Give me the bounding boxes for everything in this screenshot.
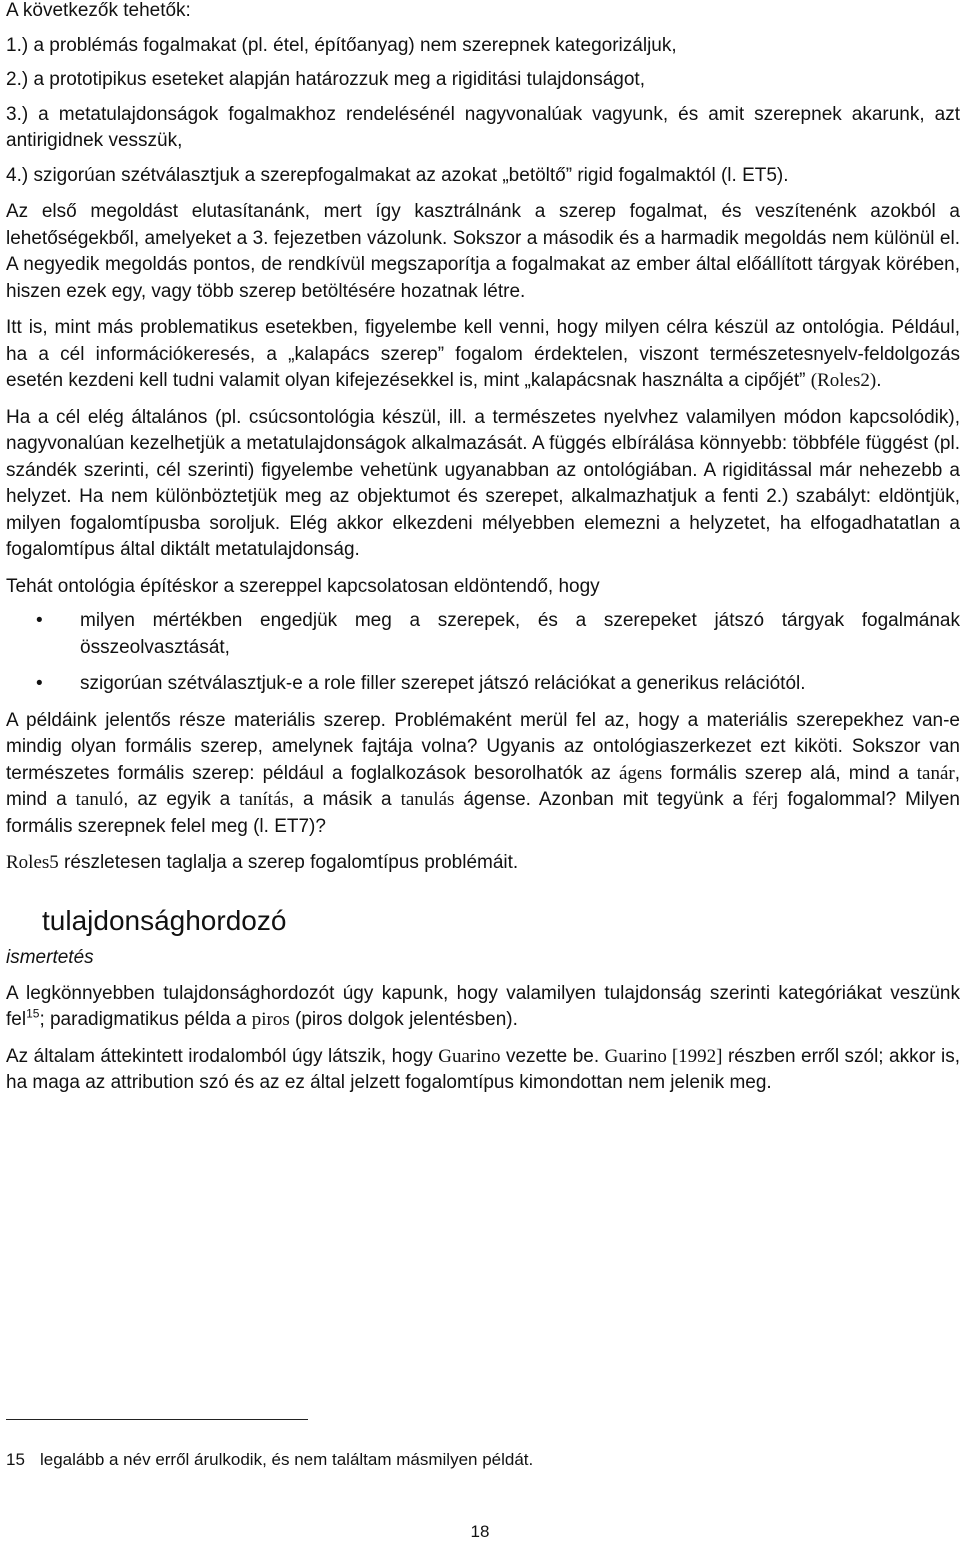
text-run: ágense. Azonban mit tegyünk a (454, 789, 753, 810)
footnote (6, 1449, 946, 1471)
reference-guarino: Guarino (438, 1045, 501, 1067)
paragraph-generality: Ha a cél elég általános (pl. csúcsontológia készül, ill. a természetes nyelvhez valamilyen módon kapcsolódik), nagyvonalúan kezelhetjük a metatulajdonságok alkalmazását. A függés elbírálása könnyebb: többféle függést (pl. szándék szerinti, cél szerinti) figyelembe vehetünk ugyanabban az ontológiában. A rigiditással már nehezebb a helyzet. Ha nem különböztetjük meg az objektumot és szerepet, alkalmazhatjuk a fenti 2.) szabályt: eldöntjük, milyen fogalomtípusba soroljuk. Elég akkor elkezdeni mélyebben elemezni a helyzetet, ha elfogadhatatlan a fogalomtípus által diktált metatulajdonság. (6, 406, 960, 560)
section-title: tulajdonsághordozó (42, 904, 287, 936)
text-run: ; paradigmatikus példa a (39, 1009, 252, 1030)
term-tanulo: tanuló (75, 789, 124, 810)
paragraph-roles5 (6, 850, 960, 877)
text-run: , az egyik a (123, 789, 240, 810)
section-meta: ismertetés (6, 946, 94, 968)
term-ferj: férj (752, 789, 779, 810)
text-run: fogalommal? Milyen formális szerepnek felel meg (l. ET7)? (6, 789, 960, 837)
intro-line: A következők tehetők: (6, 0, 191, 21)
paragraph-solutions (6, 199, 960, 305)
text-run: vezette be. (500, 1045, 605, 1067)
paragraph-purpose-end: . (876, 370, 882, 391)
footnote-text: legalább a név erről árulkodik, és nem találtam másmilyen példát. (40, 1450, 534, 1469)
text-run: formális szerep alá, mind a (662, 762, 917, 784)
term-tanar: tanár (916, 762, 955, 784)
reference-roles5: Roles5 (6, 852, 59, 873)
paragraph-property-bearer (6, 981, 960, 1034)
term-piros: piros (251, 1009, 290, 1030)
option-4: 4.) szigorúan szétválasztjuk a szerepfogalmakat az azokat „betöltő” rigid fogalmaktól (l. ET5). (6, 164, 789, 186)
term-tanulas: tanulás (400, 789, 455, 810)
text-run: Az általam áttekintett irodalomból úgy látszik, hogy (6, 1045, 439, 1067)
text-run: , a másik a (288, 789, 401, 810)
term-agens: ágens (618, 762, 663, 784)
decision-list (6, 608, 960, 698)
decision-item (6, 671, 960, 698)
text-run: A legkönnyebben tulajdonsághordozót úgy kapunk, hogy valamilyen tulajdonság szerinti kategóriákat veszünk fel (6, 982, 960, 1030)
paragraph-material-role (6, 708, 960, 841)
option-1: 1.) a problémás fogalmakat (pl. étel, építőanyag) nem szerepnek kategorizáljuk, (6, 34, 677, 56)
document-page (6, 0, 960, 1097)
options-list (6, 33, 960, 190)
bullet-icon: • (36, 673, 43, 694)
paragraph-literature (6, 1044, 960, 1097)
bullet-icon: • (36, 610, 43, 631)
reference-guarino-1992: Guarino [1992] (604, 1045, 723, 1067)
paragraph-purpose (6, 315, 960, 395)
option-2: 2.) a prototipikus eseteket alapján határozzuk meg a rigiditási tulajdonságot, (6, 69, 645, 90)
text-run: (piros dolgok jelentésben). (289, 1009, 518, 1030)
paragraph-solutions-text: Az első megoldást elutasítanánk, mert így kasztrálnánk a szerep fogalmat, és veszítenénk azokból a lehetőségekből, amelyeket a 3. fejezetben vázolunk. Sokszor a második és a harmadik megoldás nem különül el. A negyedik megoldás pontos, de rendkívül megszaporítja a fogalmakat az ember által előállított tárgyak körében, hiszen ezek egy, vagy több szerep betöltésére hozatnak létre. (6, 201, 960, 302)
paragraph-purpose-text: Itt is, mint más problematikus esetekben, figyelembe kell venni, hogy milyen célra készül az ontológia. Például, ha a cél információkeresés, a „kalapács szerep” fogalom érdektelen, viszont természetesnyelv-feldolgozás esetén kezdeni kell tudni valamit olyan kifejezésekkel is, mint „kalapácsnak használta a cipőjét” (6, 317, 960, 391)
paragraph-decision: Tehát ontológia építéskor a szereppel kapcsolatosan eldöntendő, hogy (6, 575, 600, 597)
text-run: részletesen taglalja a szerep fogalomtípus problémáit. (58, 852, 519, 873)
text-run: , mind a (6, 762, 960, 810)
text-run: A példáink jelentős része materiális szerep. Problémaként merül fel az, hogy a materiális szerepekhez van-e mindig olyan formális szerep, amelynek fajtája volna? Ugyanis az ontológiaszerkezet ezt kiköti. Sokszor van természetes formális szerep: például a foglalkozások besorolhatók az (6, 709, 960, 784)
page-number: 18 (470, 1522, 490, 1541)
reference-roles2: (Roles2) (810, 370, 877, 391)
decision-item-text: milyen mértékben engedjük meg a szerepek, és a szerepeket játszó tárgyak fogalmának összeolvasztását, (80, 610, 960, 658)
footnote-divider (6, 1419, 308, 1420)
decision-item (6, 608, 960, 661)
footnote-number: 15 (6, 1450, 25, 1469)
term-tanitas: tanítás (239, 789, 289, 810)
option-3: 3.) a metatulajdonságok fogalmakhoz rendelésénél nagyvonalúak vagyunk, és amit szerepnek akarunk, azt antirigidnek vesszük, (6, 103, 960, 151)
decision-item-text: szigorúan szétválasztjuk-e a role filler szerepet játszó relációkat a generikus relációtól. (80, 673, 806, 694)
footnote-marker[interactable]: 15 (26, 1006, 40, 1021)
text-run: részben erről szól; akkor is, ha maga az attribution szó és az ez által jelzett fogalomtípus kimondottan nem jelenik meg. (6, 1045, 960, 1093)
